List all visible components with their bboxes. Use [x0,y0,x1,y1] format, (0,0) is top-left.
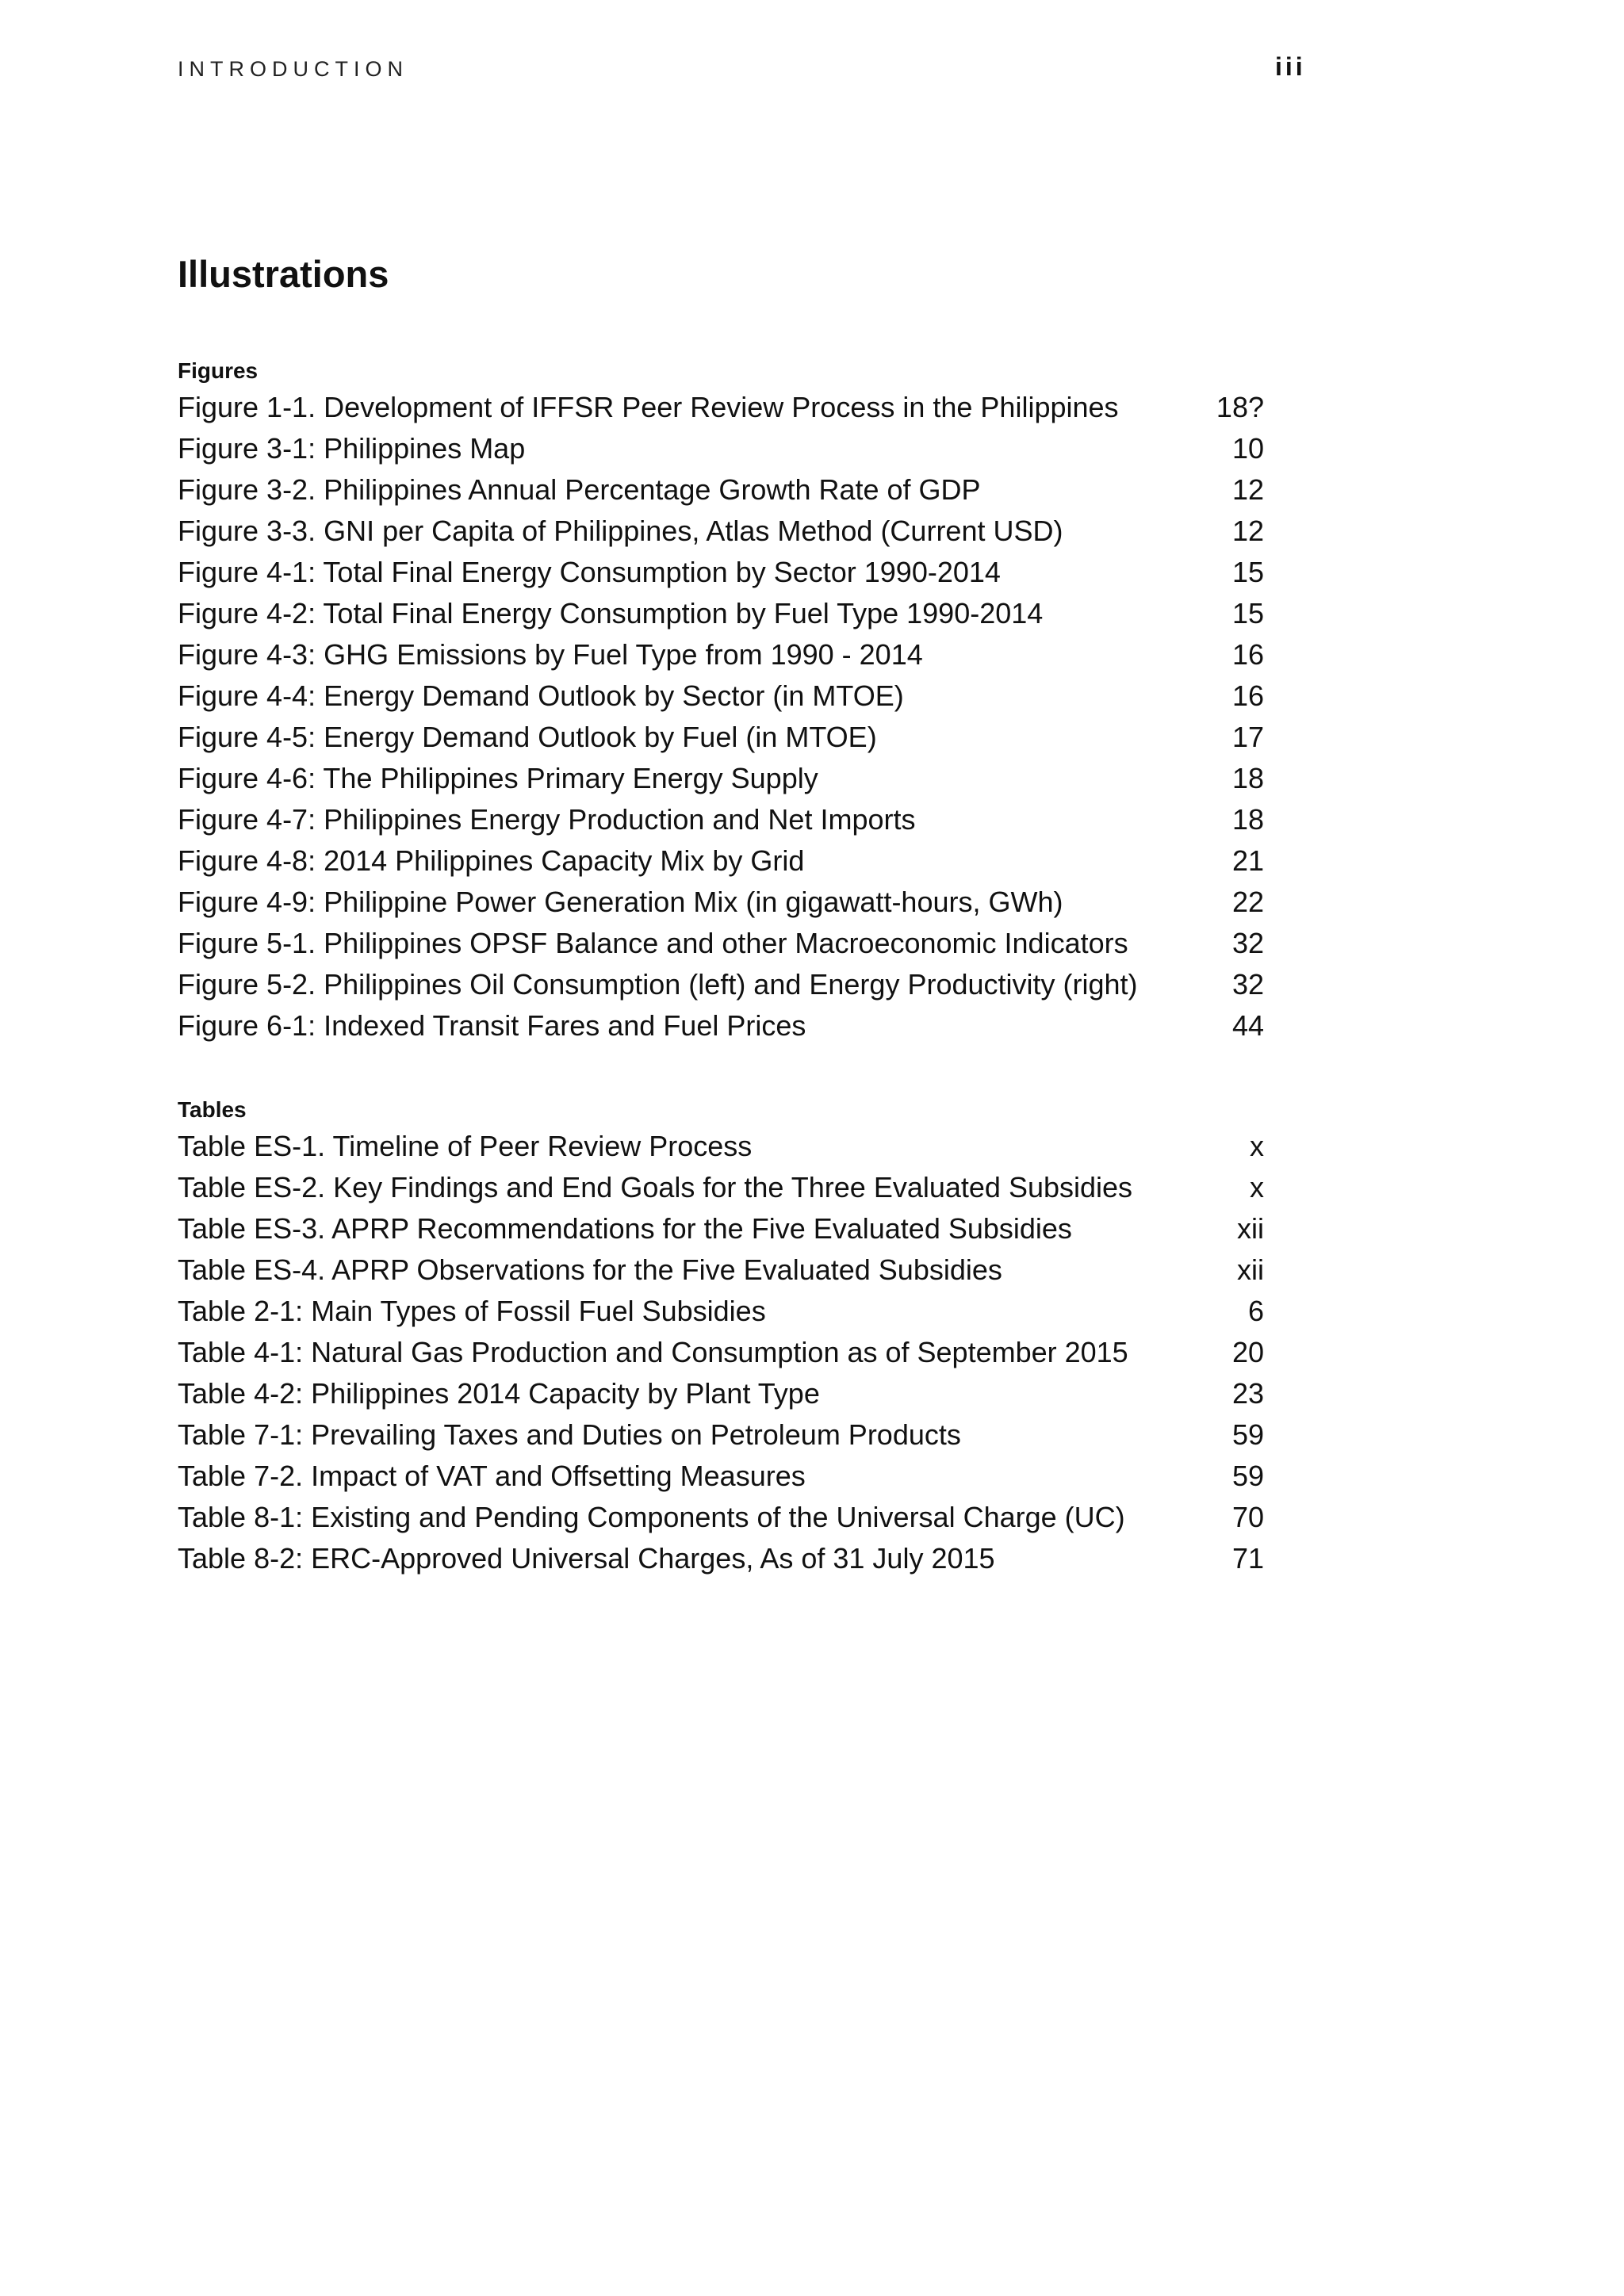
toc-entry-page-number: 16 [1231,679,1264,712]
toc-entry-title: Table ES-1. Timeline of Peer Review Process [178,1130,753,1162]
toc-entry-title: Figure 5-1. Philippines OPSF Balance and other Macroeconomic Indicators [178,927,1128,959]
toc-entry-page-number: xii [1237,1212,1264,1245]
toc-entry-title: Table 4-2: Philippines 2014 Capacity by Plant Type [178,1377,820,1410]
toc-entry-page-number: x [1250,1130,1264,1162]
figure-entry[interactable] [178,552,1264,593]
toc-entry-title: Figure 5-2. Philippines Oil Consumption (left) and Energy Productivity (right) [178,968,1138,1001]
page-title: Illustrations [178,253,389,295]
figure-entry[interactable] [178,923,1264,964]
figure-entry[interactable] [178,758,1264,799]
toc-entry-title: Figure 4-1: Total Final Energy Consumption by Sector 1990-2014 [178,556,1001,588]
toc-entry-page-number: x [1250,1171,1264,1203]
table-entry[interactable] [178,1538,1264,1579]
toc-entry-title: Figure 4-9: Philippine Power Generation Mix (in gigawatt-hours, GWh) [178,886,1063,918]
figure-entry[interactable] [178,964,1264,1005]
table-entry[interactable] [178,1456,1264,1497]
toc-entry-title: Table ES-4. APRP Observations for the Five Evaluated Subsidies [178,1253,1002,1286]
figure-entry[interactable] [178,593,1264,634]
toc-entry-page-number: 23 [1231,1377,1264,1410]
toc-entry-page-number: 59 [1231,1460,1264,1492]
toc-entry-title: Figure 3-1: Philippines Map [178,432,526,465]
figures-heading: Figures [178,358,259,383]
toc-entry-page-number: 18? [1216,391,1264,423]
toc-entry-page-number: 15 [1231,597,1264,629]
figure-entry[interactable] [178,882,1264,923]
toc-entry-title: Figure 3-2. Philippines Annual Percentage Growth Rate of GDP [178,473,981,506]
toc-entry-page-number: 59 [1231,1418,1264,1451]
toc-entry-page-number: 18 [1231,762,1264,794]
toc-entry-page-number: 20 [1231,1336,1264,1368]
table-entry[interactable] [178,1332,1264,1373]
table-entry[interactable] [178,1126,1264,1167]
figures-section [178,355,1264,1047]
toc-entry-page-number: 22 [1231,886,1264,918]
toc-entry-page-number: 70 [1231,1501,1264,1533]
toc-entry-title: Figure 4-2: Total Final Energy Consumption by Fuel Type 1990-2014 [178,597,1044,629]
table-entry[interactable] [178,1373,1264,1414]
figure-entry[interactable] [178,799,1264,840]
table-entry[interactable] [178,1414,1264,1456]
table-entry[interactable] [178,1291,1264,1332]
figure-entry[interactable] [178,1005,1264,1047]
toc-entry-title: Table ES-2. Key Findings and End Goals for the Three Evaluated Subsidies [178,1171,1133,1203]
table-entry[interactable] [178,1208,1264,1249]
table-entry[interactable] [178,1497,1264,1538]
page-number: iii [1275,52,1306,81]
figure-entry[interactable] [178,469,1264,511]
toc-entry-page-number: xii [1237,1253,1264,1286]
toc-entry-title: Figure 4-5: Energy Demand Outlook by Fuel (in MTOE) [178,721,877,753]
toc-entry-title: Table 7-1: Prevailing Taxes and Duties on Petroleum Products [178,1418,961,1451]
figure-entry[interactable] [178,428,1264,469]
tables-list [178,1126,1264,1579]
toc-entry-page-number: 10 [1231,432,1264,465]
tables-heading: Tables [178,1097,247,1122]
toc-entry-page-number: 6 [1247,1295,1264,1327]
toc-entry-page-number: 44 [1231,1009,1264,1042]
figures-list [178,387,1264,1047]
toc-entry-title: Figure 4-4: Energy Demand Outlook by Sector (in MTOE) [178,679,904,712]
toc-entry-page-number: 71 [1231,1542,1264,1575]
toc-entry-page-number: 32 [1231,927,1264,959]
toc-entry-title: Table 8-2: ERC-Approved Universal Charges, As of 31 July 2015 [178,1542,995,1575]
toc-entry-title: Figure 4-6: The Philippines Primary Energy Supply [178,762,818,794]
toc-entry-title: Figure 4-8: 2014 Philippines Capacity Mix by Grid [178,844,805,877]
figure-entry[interactable] [178,387,1264,428]
figure-entry[interactable] [178,675,1264,717]
toc-entry-title: Table ES-3. APRP Recommendations for the Five Evaluated Subsidies [178,1212,1072,1245]
toc-entry-page-number: 18 [1231,803,1264,836]
toc-entry-page-number: 32 [1231,968,1264,1001]
tables-section [178,1094,1264,1579]
figure-entry[interactable] [178,840,1264,882]
toc-entry-page-number: 12 [1231,473,1264,506]
toc-entry-title: Table 8-1: Existing and Pending Components of the Universal Charge (UC) [178,1501,1125,1533]
toc-entry-title: Figure 4-3: GHG Emissions by Fuel Type from 1990 - 2014 [178,638,923,671]
toc-entry-title: Figure 1-1. Development of IFFSR Peer Review Process in the Philippines [178,391,1119,423]
table-entry[interactable] [178,1249,1264,1291]
figure-entry[interactable] [178,634,1264,675]
running-head: INTRODUCTION [178,57,408,81]
toc-entry-title: Figure 4-7: Philippines Energy Production and Net Imports [178,803,916,836]
toc-entry-title: Table 7-2. Impact of VAT and Offsetting Measures [178,1460,806,1492]
toc-entry-title: Figure 3-3. GNI per Capita of Philippines, Atlas Method (Current USD) [178,515,1063,547]
toc-entry-page-number: 15 [1231,556,1264,588]
toc-entry-title: Table 4-1: Natural Gas Production and Consumption as of September 2015 [178,1336,1128,1368]
toc-entry-page-number: 21 [1231,844,1264,877]
toc-entry-title: Figure 6-1: Indexed Transit Fares and Fuel Prices [178,1009,806,1042]
figure-entry[interactable] [178,717,1264,758]
toc-entry-page-number: 12 [1231,515,1264,547]
toc-entry-title: Table 2-1: Main Types of Fossil Fuel Subsidies [178,1295,766,1327]
figure-entry[interactable] [178,511,1264,552]
toc-entry-page-number: 16 [1231,638,1264,671]
toc-entry-page-number: 17 [1231,721,1264,753]
table-entry[interactable] [178,1167,1264,1208]
